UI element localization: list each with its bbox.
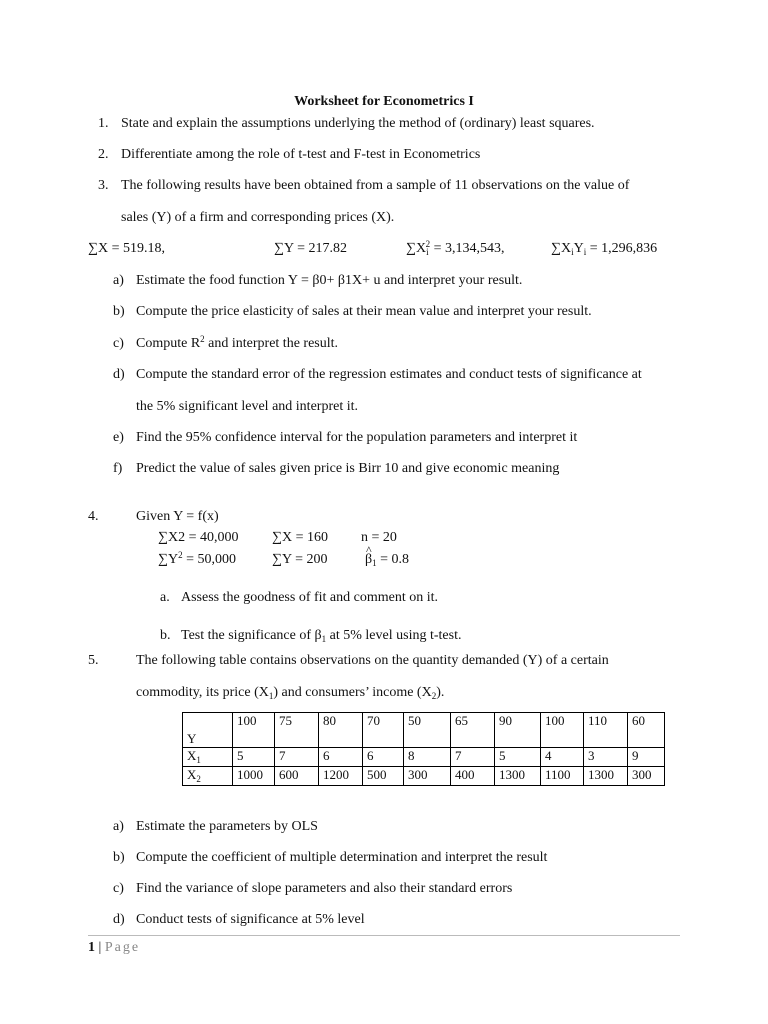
q3b-label: b) [113, 304, 125, 319]
q5-line2: commodity, its price $(X_1)$ and consumers’ income $(X_2)$. [136, 685, 445, 701]
page-title: Worksheet for Econometrics I [294, 94, 474, 109]
table-cell: 90 [495, 713, 541, 748]
table-row-y [183, 713, 665, 748]
q4-sum-x2: ∑X2 = 40,000 [158, 530, 239, 545]
q3-line2: sales (Y) of a firm and corresponding prices (X). [121, 210, 395, 225]
q3d-line2: the 5% significant level and interpret it. [136, 399, 358, 414]
q5c-label: c) [113, 881, 124, 896]
q5b-text: Compute the coefficient of multiple determination and interpret the result [136, 850, 548, 865]
table-cell: 6 [319, 748, 363, 767]
table-row-x2 [183, 767, 665, 786]
table-cell: 1000 [233, 767, 275, 786]
page-number: 1 [88, 940, 95, 955]
footer-divider [88, 935, 680, 936]
q3a-text: Estimate the food function Y = β0+ β1X+ u and interpret your result. [136, 273, 523, 288]
table-cell: 600 [275, 767, 319, 786]
q3c-label: c) [113, 336, 124, 351]
q4-sum-y: ∑Y = 200 [272, 552, 328, 567]
q5a-label: a) [113, 819, 124, 834]
q4a-label: a. [160, 590, 170, 605]
q3e-text: Find the 95% confidence interval for the population parameters and interpret it [136, 430, 578, 445]
page-word: Page [104, 940, 141, 955]
q4-sum-x: ∑X = 160 [272, 530, 328, 545]
q3e-label: e) [113, 430, 124, 445]
q2-text: Differentiate among the role of t-test and F-test in Econometrics [121, 147, 481, 162]
q1-number: 1. [98, 116, 109, 131]
sum-xy: $\sum X_iY_i = 1,296,836$ [551, 241, 658, 257]
q3c-text: Compute $R^2$ and interpret the result. [136, 334, 339, 351]
table-cell: 3 [584, 748, 628, 767]
table-cell: 110 [584, 713, 628, 748]
sum-x: ∑X = 519.18, [88, 241, 165, 256]
sum-x-squared: $\sum X_i^2 = 3,134,543$, [406, 239, 505, 257]
q1-text: State and explain the assumptions underlying the method of (ordinary) least squares. [121, 116, 595, 131]
q5-line1: The following table contains observations on the quantity demanded (Y) of a certain [136, 653, 609, 668]
q3a-label: a) [113, 273, 124, 288]
q3d-label: d) [113, 367, 125, 382]
q4b-text: Test the significance of $\beta_1$ at 5% level using t-test. [181, 628, 462, 644]
q3f-label: f) [113, 461, 123, 476]
table-cell: 9 [628, 748, 665, 767]
q4-sum-y2: $\sum Y^2 = 50,000$ [158, 550, 236, 567]
table-cell: 8 [404, 748, 451, 767]
table-cell: 70 [363, 713, 404, 748]
table-cell: 1300 [584, 767, 628, 786]
row-label-y: Y [183, 713, 233, 748]
page-footer [88, 940, 140, 956]
table-cell: 7 [451, 748, 495, 767]
table-cell: 4 [541, 748, 584, 767]
table-cell: 7 [275, 748, 319, 767]
table-cell: 400 [451, 767, 495, 786]
q4-n: n = 20 [361, 530, 397, 545]
table-cell: 50 [404, 713, 451, 748]
q5b-label: b) [113, 850, 125, 865]
q4-number: 4. [88, 509, 99, 524]
q3d-line1: Compute the standard error of the regression estimates and conduct tests of significance at [136, 367, 642, 382]
row-label-x2: $X_2$ [183, 767, 233, 786]
table-cell: 300 [404, 767, 451, 786]
table-cell: 65 [451, 713, 495, 748]
table-cell: 6 [363, 748, 404, 767]
observations-table [182, 712, 665, 786]
q5a-text: Estimate the parameters by OLS [136, 819, 318, 834]
q4a-text: Assess the goodness of fit and comment on it. [181, 590, 439, 605]
q4b-label: b. [160, 628, 171, 643]
table-cell: 1200 [319, 767, 363, 786]
table-cell: 5 [495, 748, 541, 767]
table-cell: 75 [275, 713, 319, 748]
table-cell: 300 [628, 767, 665, 786]
q2-number: 2. [98, 147, 109, 162]
footer-separator: | [95, 940, 105, 955]
q5c-text: Find the variance of slope parameters and also their standard errors [136, 881, 513, 896]
q3b-text: Compute the price elasticity of sales at their mean value and interpret your result. [136, 304, 592, 319]
q4-beta-hat: ^ $\beta_1 = 0.8$ [365, 552, 409, 568]
table-row-x1 [183, 748, 665, 767]
q5d-text: Conduct tests of significance at 5% level [136, 912, 365, 927]
table-cell: 500 [363, 767, 404, 786]
table-cell: 1300 [495, 767, 541, 786]
q4-given: Given Y = f(x) [136, 509, 219, 524]
q5d-label: d) [113, 912, 125, 927]
table-cell: 100 [233, 713, 275, 748]
table-cell: 80 [319, 713, 363, 748]
row-label-x1: $X_1$ [183, 748, 233, 767]
table-cell: 100 [541, 713, 584, 748]
q3-line1: The following results have been obtained from a sample of 11 observations on the value of [121, 178, 630, 193]
table-cell: 5 [233, 748, 275, 767]
sum-y: ∑Y = 217.82 [274, 241, 347, 256]
q3f-text: Predict the value of sales given price is Birr 10 and give economic meaning [136, 461, 560, 476]
q5-number: 5. [88, 653, 99, 668]
q3-number: 3. [98, 178, 109, 193]
table-cell: 60 [628, 713, 665, 748]
table-cell: 1100 [541, 767, 584, 786]
